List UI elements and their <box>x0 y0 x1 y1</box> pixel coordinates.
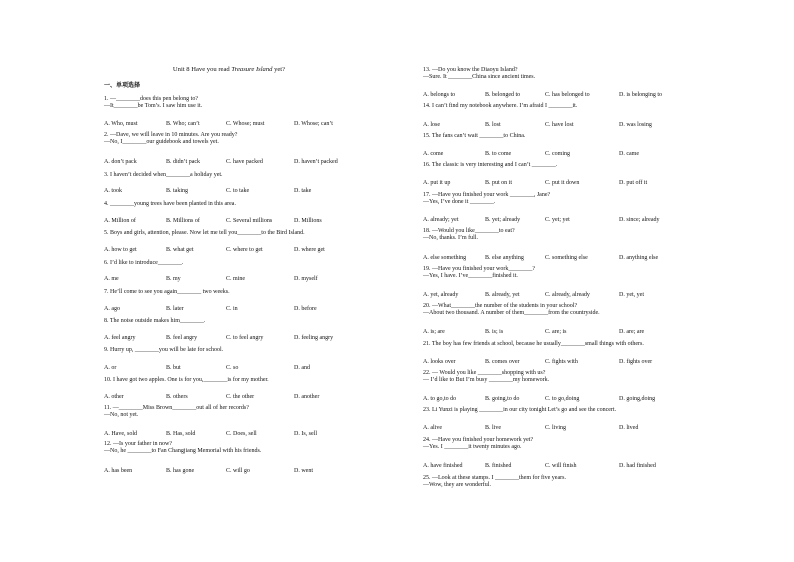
option-c[interactable]: C. to go,doing <box>545 396 580 402</box>
question-13 <box>423 67 535 81</box>
option-a[interactable]: A. Have, sold <box>104 431 137 437</box>
question-text: 11. —________Miss Brown________out all of her records? <box>104 405 249 411</box>
question-text: 17. —Have you finished your work ________, Jane? <box>423 192 551 198</box>
question-text: 15. The fans can’t wait ________to China. <box>423 133 526 139</box>
question-19 <box>423 266 535 280</box>
question-text: 8. The noise outside makes him________. <box>104 318 206 324</box>
option-c[interactable]: C. are; is <box>545 329 567 335</box>
option-b[interactable]: B. has gone <box>166 468 195 474</box>
option-b[interactable]: B. others <box>166 394 188 400</box>
option-c[interactable]: C. mine <box>226 276 245 282</box>
option-c[interactable]: C. where to get <box>226 247 263 253</box>
question-22 <box>423 370 549 384</box>
question-12 <box>104 441 261 455</box>
option-c[interactable]: C. fights with <box>545 359 578 365</box>
option-d[interactable]: D. take <box>294 188 312 194</box>
question-text: 23. Li Yunzi is playing ________in our city tonight Let’s go and see the concert. <box>423 407 617 413</box>
question-23 <box>423 407 616 414</box>
option-d[interactable]: D. went <box>294 468 313 474</box>
question-7 <box>104 289 230 296</box>
option-c[interactable]: C. have packed <box>226 159 263 165</box>
option-c[interactable]: C. in <box>226 306 238 312</box>
option-c[interactable]: C. will go <box>226 468 250 474</box>
option-b[interactable]: B. comes over <box>485 359 520 365</box>
option-d[interactable]: D. came <box>619 151 639 157</box>
question-text: 24. —Have you finished your homework yet? <box>423 437 534 443</box>
option-a[interactable]: A. or <box>104 365 117 371</box>
option-b[interactable]: B. going,to do <box>485 396 520 402</box>
question-text: —No, not yet. <box>104 412 139 418</box>
option-b[interactable]: B. Has, sold <box>166 431 196 437</box>
option-d[interactable]: D. going,doing <box>619 396 656 402</box>
question-text: 3. I haven’t decided when________a holiday yet. <box>104 172 223 178</box>
question-text: —About two thousand. A number of them________from the countryside. <box>423 310 600 316</box>
option-b[interactable]: B. Who; can’t <box>166 121 200 127</box>
question-text: —No, he ________to Fan Changjiang Memorial with his friends. <box>104 448 262 454</box>
option-a[interactable]: A. else something <box>423 255 467 261</box>
book-title: Treasure Island <box>231 66 273 73</box>
option-b[interactable]: B. taking <box>166 188 188 194</box>
option-c[interactable]: C. put it down <box>545 180 580 186</box>
option-a[interactable]: A. feel angry <box>104 335 136 341</box>
question-text: 9. Hurry up, ________you will be late for school. <box>104 347 224 353</box>
option-b[interactable]: B. already, yet <box>485 292 520 298</box>
question-text: 20. —What________the number of the students in your school? <box>423 303 578 309</box>
question-15 <box>423 133 525 140</box>
option-c[interactable]: C. to take <box>226 188 250 194</box>
option-b[interactable]: B. what get <box>166 247 194 253</box>
option-a[interactable]: A. how to get <box>104 247 137 253</box>
option-d[interactable]: D. lived <box>619 425 639 431</box>
page-title: Unit 8 Have you read Treasure Island yet? <box>172 66 286 73</box>
option-c[interactable]: C. will finish <box>545 463 577 469</box>
option-a[interactable]: A. Million of <box>104 218 136 224</box>
option-d[interactable]: D. another <box>294 394 320 400</box>
question-text: —Wow, they are wonderful. <box>423 482 491 488</box>
question-text: 21. The boy has few friends at school, because he usually________small things with others. <box>423 341 644 347</box>
option-a[interactable]: A. to go,to do <box>423 396 457 402</box>
option-b[interactable]: B. lost <box>485 122 501 128</box>
question-16 <box>423 162 557 169</box>
option-d[interactable]: D. myself <box>294 276 318 282</box>
option-a[interactable]: A. has been <box>104 468 133 474</box>
question-3 <box>104 172 223 179</box>
question-text: 6. I’d like to introduce________. <box>104 260 184 266</box>
question-text: 2. —Dave, we will leave in 10 minutes. Are you ready? <box>104 132 238 138</box>
option-a[interactable]: A. put it up <box>423 180 451 186</box>
question-text: —No, thanks. I’m full. <box>423 235 478 241</box>
option-c[interactable]: C. have lost <box>545 122 574 128</box>
option-a[interactable]: A. is; are <box>423 329 445 335</box>
option-d[interactable]: D. before <box>294 306 317 312</box>
option-d[interactable]: D. yet, yet <box>619 292 644 298</box>
option-c[interactable]: C. Does, sell <box>226 431 257 437</box>
option-c[interactable]: C. coming <box>545 151 570 157</box>
option-b[interactable]: B. belonged to <box>485 92 521 98</box>
option-c[interactable]: C. yet; yet <box>545 217 570 223</box>
option-c[interactable]: C. has belonged to <box>545 92 590 98</box>
option-a[interactable]: A. already; yet <box>423 217 459 223</box>
question-20 <box>423 303 600 317</box>
question-text: —Yes, I have. I’ve________finished it. <box>423 273 518 279</box>
question-text: —It________be Tom’s. I saw him use it. <box>104 103 203 109</box>
option-d[interactable]: D. Whose; can’t <box>294 121 333 127</box>
question-6 <box>104 260 183 267</box>
option-b[interactable]: B. to come <box>485 151 512 157</box>
question-8 <box>104 318 205 325</box>
option-c[interactable]: C. living <box>545 425 567 431</box>
question-text: — I’d like to But I’m busy ________my homework. <box>423 377 550 383</box>
option-a[interactable]: A. ago <box>104 306 120 312</box>
question-text: 13. —Do you know the Diaoyu Island? <box>423 67 518 73</box>
option-c[interactable]: C. so <box>226 365 239 371</box>
option-d[interactable]: D. haven’t packed <box>294 159 338 165</box>
option-d[interactable]: D. anything else <box>619 255 659 261</box>
option-d[interactable]: D. feeling angry <box>294 335 334 341</box>
option-c[interactable]: C. already, already <box>545 292 590 298</box>
option-c[interactable]: C. something else <box>545 255 588 261</box>
question-5 <box>104 230 305 237</box>
option-a[interactable]: A. other <box>104 394 124 400</box>
option-a[interactable]: A. me <box>104 276 119 282</box>
question-text: 16. The classic is very interesting and I can’t ________. <box>423 162 558 168</box>
option-d[interactable]: D. is belonging to <box>619 92 662 98</box>
question-text: 7. He’ll come to see you again________ two weeks. <box>104 289 230 295</box>
question-text: —Yes. I ________it twenty minutes ago. <box>423 444 522 450</box>
option-c[interactable]: C. to feel angry <box>226 335 264 341</box>
option-c[interactable]: C. Whose; must <box>226 121 265 127</box>
question-1 <box>104 96 202 110</box>
question-text: —Yes, I’ve done it ________. <box>423 199 496 205</box>
option-a[interactable]: A. have finished <box>423 463 463 469</box>
option-a[interactable]: A. looks over <box>423 359 456 365</box>
option-b[interactable]: B. feel angry <box>166 335 198 341</box>
option-a[interactable]: A. took <box>104 188 122 194</box>
question-text: 12. —Is your father in now? <box>104 441 172 447</box>
question-25 <box>423 475 566 489</box>
option-b[interactable]: B. but <box>166 365 181 371</box>
option-a[interactable]: A. come <box>423 151 444 157</box>
option-b[interactable]: B. is; is <box>485 329 504 335</box>
option-b[interactable]: B. yet; already <box>485 217 521 223</box>
option-d[interactable]: D. was losing <box>619 122 652 128</box>
question-text: —Sure. It ________China since ancient times. <box>423 74 536 80</box>
question-text: 1. —________does this pen belong to? <box>104 96 198 102</box>
question-24 <box>423 437 533 451</box>
question-2 <box>104 132 237 146</box>
option-a[interactable]: A. lose <box>423 122 440 128</box>
option-c[interactable]: C. the other <box>226 394 255 400</box>
question-text: 10. I have got two apples. One is for you,________is for my mother. <box>104 377 269 383</box>
option-d[interactable]: D. put off it <box>619 180 648 186</box>
question-18 <box>423 228 515 242</box>
question-11 <box>104 405 249 419</box>
option-d[interactable]: D. had finished <box>619 463 656 469</box>
option-b[interactable]: B. live <box>485 425 501 431</box>
question-text: 5. Boys and girls, attention, please. Now let me tell you________to the Bird Island. <box>104 230 305 236</box>
question-text: 14. I can’t find my notebook anywhere. I’m afraid I ________it. <box>423 103 578 109</box>
option-c[interactable]: C. Several millions <box>226 218 273 224</box>
option-b[interactable]: B. put on it <box>485 180 513 186</box>
option-d[interactable]: D. Millions <box>294 218 322 224</box>
question-10 <box>104 377 269 384</box>
option-d[interactable]: D. since; already <box>619 217 660 223</box>
question-text: 4. ________young trees have been planted in this area. <box>104 201 236 207</box>
question-text: 22. — Would you like ________shopping with us? <box>423 370 546 376</box>
option-b[interactable]: B. Millions of <box>166 218 200 224</box>
option-b[interactable]: B. didn’t pack <box>166 159 201 165</box>
option-d[interactable]: D. are; are <box>619 329 645 335</box>
option-b[interactable]: B. finished <box>485 463 512 469</box>
option-b[interactable]: B. else anything <box>485 255 524 261</box>
question-14 <box>423 103 577 110</box>
option-a[interactable]: A. yet, already <box>423 292 459 298</box>
option-a[interactable]: A. alive <box>423 425 442 431</box>
question-9 <box>104 347 223 354</box>
question-text: —No, I________our guidebook and towels yet. <box>104 139 219 145</box>
option-b[interactable]: B. later <box>166 306 184 312</box>
question-text: 19. —Have you finished your work________? <box>423 266 535 272</box>
option-d[interactable]: D. and <box>294 365 310 371</box>
option-a[interactable]: A. belongs to <box>423 92 456 98</box>
option-d[interactable]: D. where get <box>294 247 325 253</box>
question-17 <box>423 192 550 206</box>
option-a[interactable]: A. don’t pack <box>104 159 137 165</box>
question-text: 25. —Look at these stamps. I ________them for five years. <box>423 475 566 481</box>
question-21 <box>423 341 644 348</box>
question-4 <box>104 201 236 208</box>
section-heading: 一、单项选择 <box>104 83 141 89</box>
question-text: 18. —Would you like________to eat? <box>423 228 515 234</box>
option-d[interactable]: D. Is, sell <box>294 431 317 437</box>
option-a[interactable]: A. Who, must <box>104 121 138 127</box>
option-b[interactable]: B. my <box>166 276 181 282</box>
option-d[interactable]: D. fights over <box>619 359 653 365</box>
